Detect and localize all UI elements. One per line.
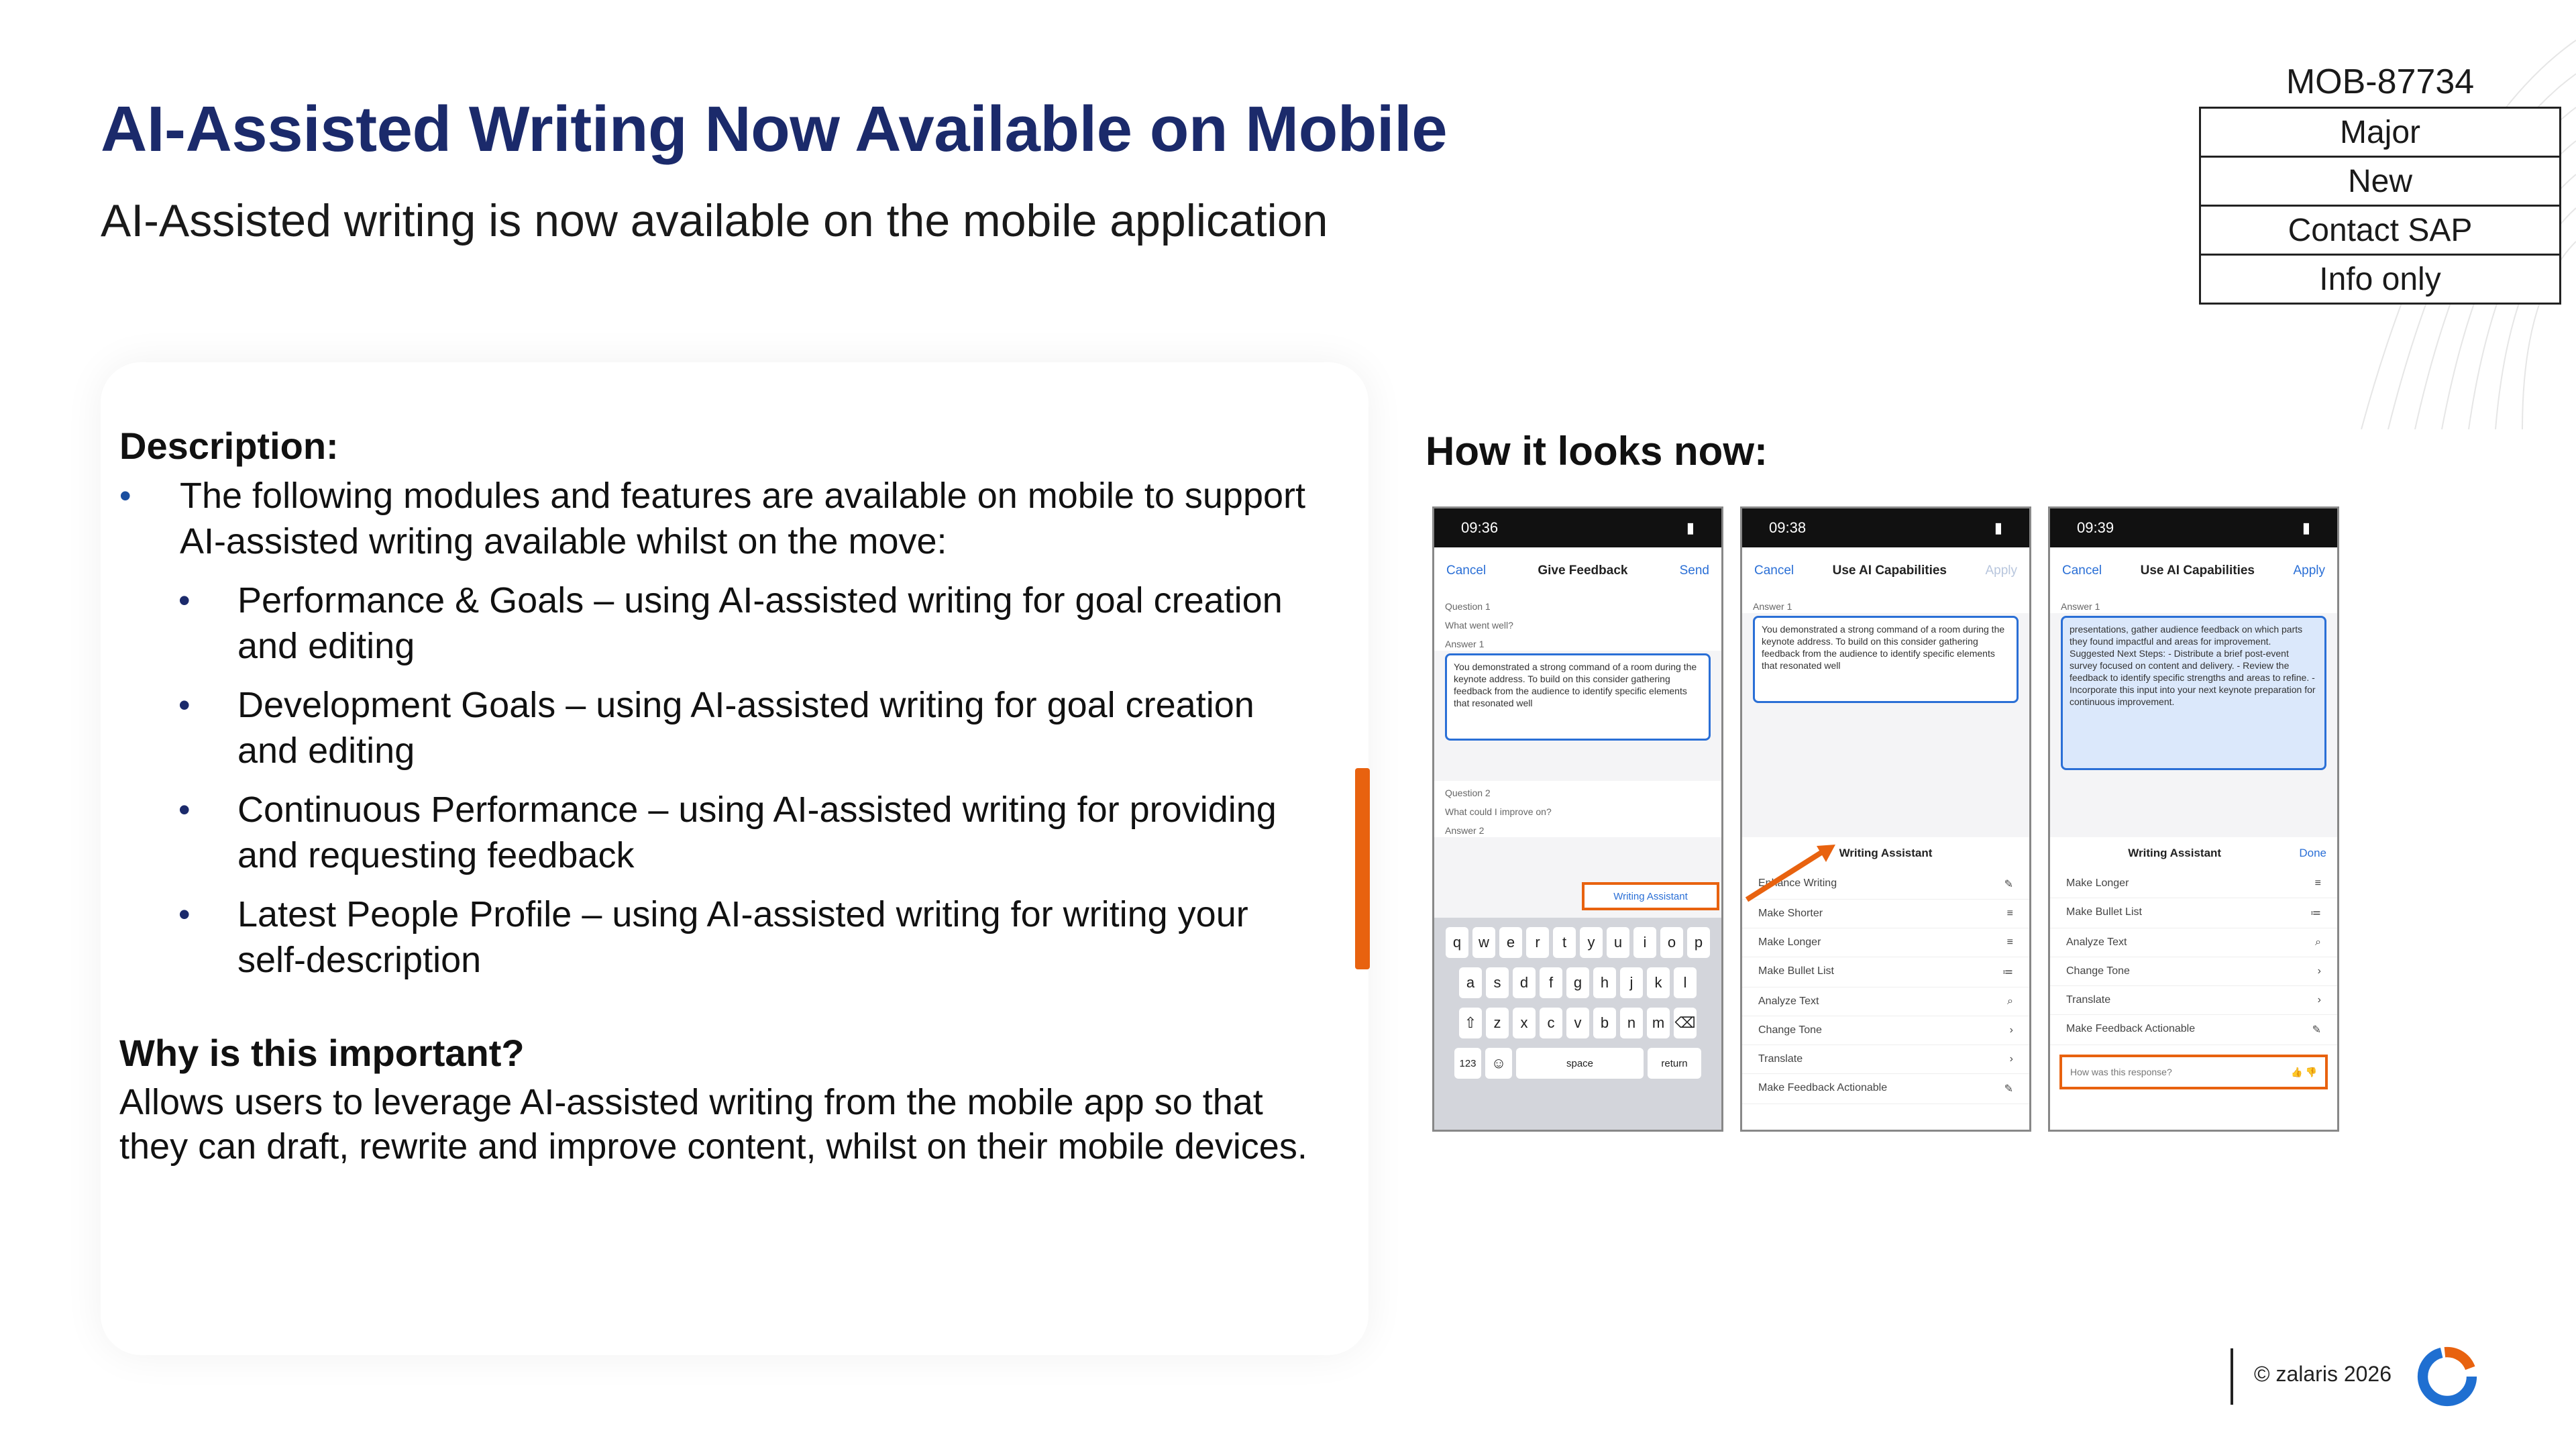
orange-arrow-icon [1744,842,1838,902]
key: p [1687,927,1710,958]
list-item [178,578,1320,669]
battery-icon: ▮ [1686,519,1695,536]
key: a [1459,967,1482,998]
question-label: Question 1 [1434,594,1721,613]
bullet-dot: • [178,582,191,619]
description-heading: Description: [119,425,339,467]
list-icon: ≔ [2310,908,2321,919]
tag-priority: Major [2199,107,2561,158]
list-item-label: Make Bullet List [2066,906,2142,918]
cancel-button: Cancel [1754,564,1794,578]
list-item [2050,898,2337,928]
key: e [1499,927,1522,958]
key: t [1553,927,1576,958]
key: g [1566,967,1589,998]
list-item-label: Change Tone [2066,965,2130,977]
list-item-label: Make Longer [1758,936,1821,948]
zalaris-logo-icon [2415,1344,2479,1409]
sheet-title: Writing Assistant [2128,847,2222,859]
apply-button: Apply [1985,564,2017,578]
list-item-label: Make Longer [2066,877,2129,889]
status-time: 09:39 [2077,519,2114,536]
keyboard [1434,918,1721,1132]
why-heading: Why is this important? [119,1032,525,1074]
bullet-dot: • [119,477,131,515]
nav-bar [2050,547,2337,594]
list-item-label: Translate [2066,994,2111,1006]
list-item [1742,1016,2029,1045]
key: d [1513,967,1536,998]
shorten-icon: ≡ [2006,908,2013,919]
tag-info: Info only [2199,254,2561,305]
list-item [178,892,1320,983]
key: o [1660,927,1683,958]
key: c [1540,1008,1562,1038]
phone-screenshots [1432,506,2339,1134]
list-item-label: Make Feedback Actionable [1758,1082,1888,1093]
copyright: © zalaris 2026 [2254,1362,2392,1386]
accent-bar [1355,768,1370,969]
chevron-right-icon: › [2317,965,2321,977]
question-text: What could I improve on? [1434,800,1721,818]
keyboard-row [1438,1008,1717,1038]
list-item-label: Make Bullet List [1758,965,1834,977]
list-item-label: Make Shorter [1758,908,1823,919]
bullet-dot: • [178,896,191,933]
ticket-tags [2199,109,2561,305]
key: l [1674,967,1697,998]
lengthen-icon: ≡ [2006,936,2013,948]
key: m [1647,1008,1670,1038]
why-body: Allows users to leverage AI-assisted writing from the mobile app so that they can draft, rewrite and improve content, whilst on their mobile devices. [119,1082,1307,1167]
page-subtitle: AI-Assisted writing is now available on the mobile application [101,195,1328,246]
nav-title: Use AI Capabilities [1832,564,1947,578]
list-item [1742,1074,2029,1104]
lengthen-icon: ≡ [2314,877,2321,889]
list-item [2050,957,2337,986]
list-item-label: Make Feedback Actionable [2066,1023,2196,1034]
apply-button: Apply [2293,564,2325,578]
chevron-right-icon: › [2317,994,2321,1006]
description-intro-text: The following modules and features are available on mobile to support AI-assisted writing available whilst on the move: [180,476,1306,561]
key: v [1566,1008,1589,1038]
list-item-label: Change Tone [1758,1024,1822,1036]
done-button: Done [2299,847,2326,859]
analyze-icon: ⌕ [2007,996,2013,1007]
answer-field: You demonstrated a strong command of a room during the keynote address. To build on this consider gathering feedback from the audience to identify specific elements that resonated well [1753,616,2019,703]
nav-title: Give Feedback [1538,564,1628,578]
list-item [178,682,1320,773]
answer-label: Answer 1 [2050,594,2337,613]
emoji-icon: ☺ [1485,1048,1512,1079]
list-item-text: Performance & Goals – using AI-assisted writing for goal creation and editing [237,580,1283,666]
sheet-header [2050,837,2337,869]
keyboard-row [1438,967,1717,998]
key: r [1526,927,1549,958]
nav-bar [1434,547,1721,594]
list-item [2050,1015,2337,1045]
key: n [1620,1008,1643,1038]
question-label: Question 2 [1434,781,1721,800]
key: j [1620,967,1643,998]
keyboard-row [1438,927,1717,958]
cancel-button: Cancel [1446,564,1487,578]
key-return: return [1648,1048,1701,1079]
answer-label: Answer 1 [1434,632,1721,651]
phone-screenshot-ai-result [2048,506,2339,1132]
content-text [119,424,1320,1169]
chevron-right-icon: › [2009,1053,2013,1065]
tag-action: Contact SAP [2199,205,2561,256]
list-item [178,787,1320,878]
writing-assistant-button: Writing Assistant [1582,882,1719,910]
key-space: space [1516,1048,1644,1079]
phone-screenshot-ai-menu [1740,506,2031,1132]
rating-prompt [2059,1055,2328,1089]
answer-label: Answer 1 [1742,594,2029,613]
key: u [1607,927,1629,958]
status-bar [2050,508,2337,547]
list-item-text: Latest People Profile – using AI-assisted writing for writing your self-description [237,894,1248,980]
key: q [1446,927,1468,958]
nav-title: Use AI Capabilities [2140,564,2255,578]
question-text: What went well? [1434,613,1721,632]
answer-field: presentations, gather audience feedback on which parts they found impactful and areas for improvement. Suggested Next Steps: - Distribute a brief post-event survey focused on content and delivery. - Review the feedback to identify specific strengths and areas to refine. - Incorporate this input into your next keynote preparation for continuous improvement. [2061,616,2326,770]
send-button: Send [1679,564,1709,578]
sheet-title: Writing Assistant [1839,847,1933,859]
screenshots-heading: How it looks now: [1426,429,1768,474]
writing-assistant-sheet [2050,837,2337,1130]
shift-icon: ⇧ [1459,1008,1482,1038]
page-title: AI-Assisted Writing Now Available on Mobile [101,93,1448,165]
list-item [1742,957,2029,987]
analyze-icon: ⌕ [2315,936,2321,948]
chevron-right-icon: › [2009,1024,2013,1036]
list-item-text: Continuous Performance – using AI-assisted writing for providing and requesting feedback [237,790,1277,875]
list-item [2050,986,2337,1015]
key: h [1593,967,1616,998]
ticket-id: MOB-87734 [2286,62,2475,101]
wand-icon: ✎ [2004,1083,2013,1095]
status-bar [1742,508,2029,547]
list-item [1742,900,2029,928]
battery-icon: ▮ [1994,519,2002,536]
battery-icon: ▮ [2302,519,2310,536]
bullet-dot: • [178,791,191,828]
key-123: 123 [1454,1048,1481,1079]
answer-label: Answer 2 [1434,818,1721,837]
cancel-button: Cancel [2062,564,2102,578]
wand-icon: ✎ [2312,1024,2321,1036]
key: b [1593,1008,1616,1038]
list-item [1742,1045,2029,1074]
status-bar [1434,508,1721,547]
rating-text: How was this response? [2070,1067,2172,1077]
status-time: 09:36 [1461,519,1499,536]
phone-screenshot-feedback [1432,506,1723,1132]
keyboard-row [1438,1048,1717,1079]
wand-icon: ✎ [2004,879,2013,890]
key: s [1486,967,1509,998]
key: z [1486,1008,1509,1038]
thumbs-icons: 👍 👎 [2291,1066,2317,1077]
list-item-label: Analyze Text [1758,996,1819,1007]
list-item-label: Analyze Text [2066,936,2127,948]
list-item-label: Enhance Writing [1758,877,1837,889]
bullet-dot: • [178,686,191,724]
key: i [1633,927,1656,958]
list-item [2050,928,2337,957]
description-intro [119,473,1320,564]
key: k [1647,967,1670,998]
key: x [1513,1008,1536,1038]
list-item-text: Development Goals – using AI-assisted writing for goal creation and editing [237,685,1254,771]
key: y [1580,927,1603,958]
list-item [1742,987,2029,1016]
backspace-icon: ⌫ [1674,1008,1697,1038]
list-item [2050,869,2337,898]
nav-bar [1742,547,2029,594]
answer-field: You demonstrated a strong command of a room during the keynote address. To build on this consider gathering feedback from the audience to identify specific elements that resonated well [1445,653,1711,741]
list-icon: ≔ [2002,967,2013,978]
tag-type: New [2199,156,2561,207]
list-item [1742,928,2029,957]
status-time: 09:38 [1769,519,1807,536]
list-item-label: Translate [1758,1053,1803,1065]
key: f [1540,967,1562,998]
footer-divider [2231,1348,2233,1405]
key: w [1472,927,1495,958]
